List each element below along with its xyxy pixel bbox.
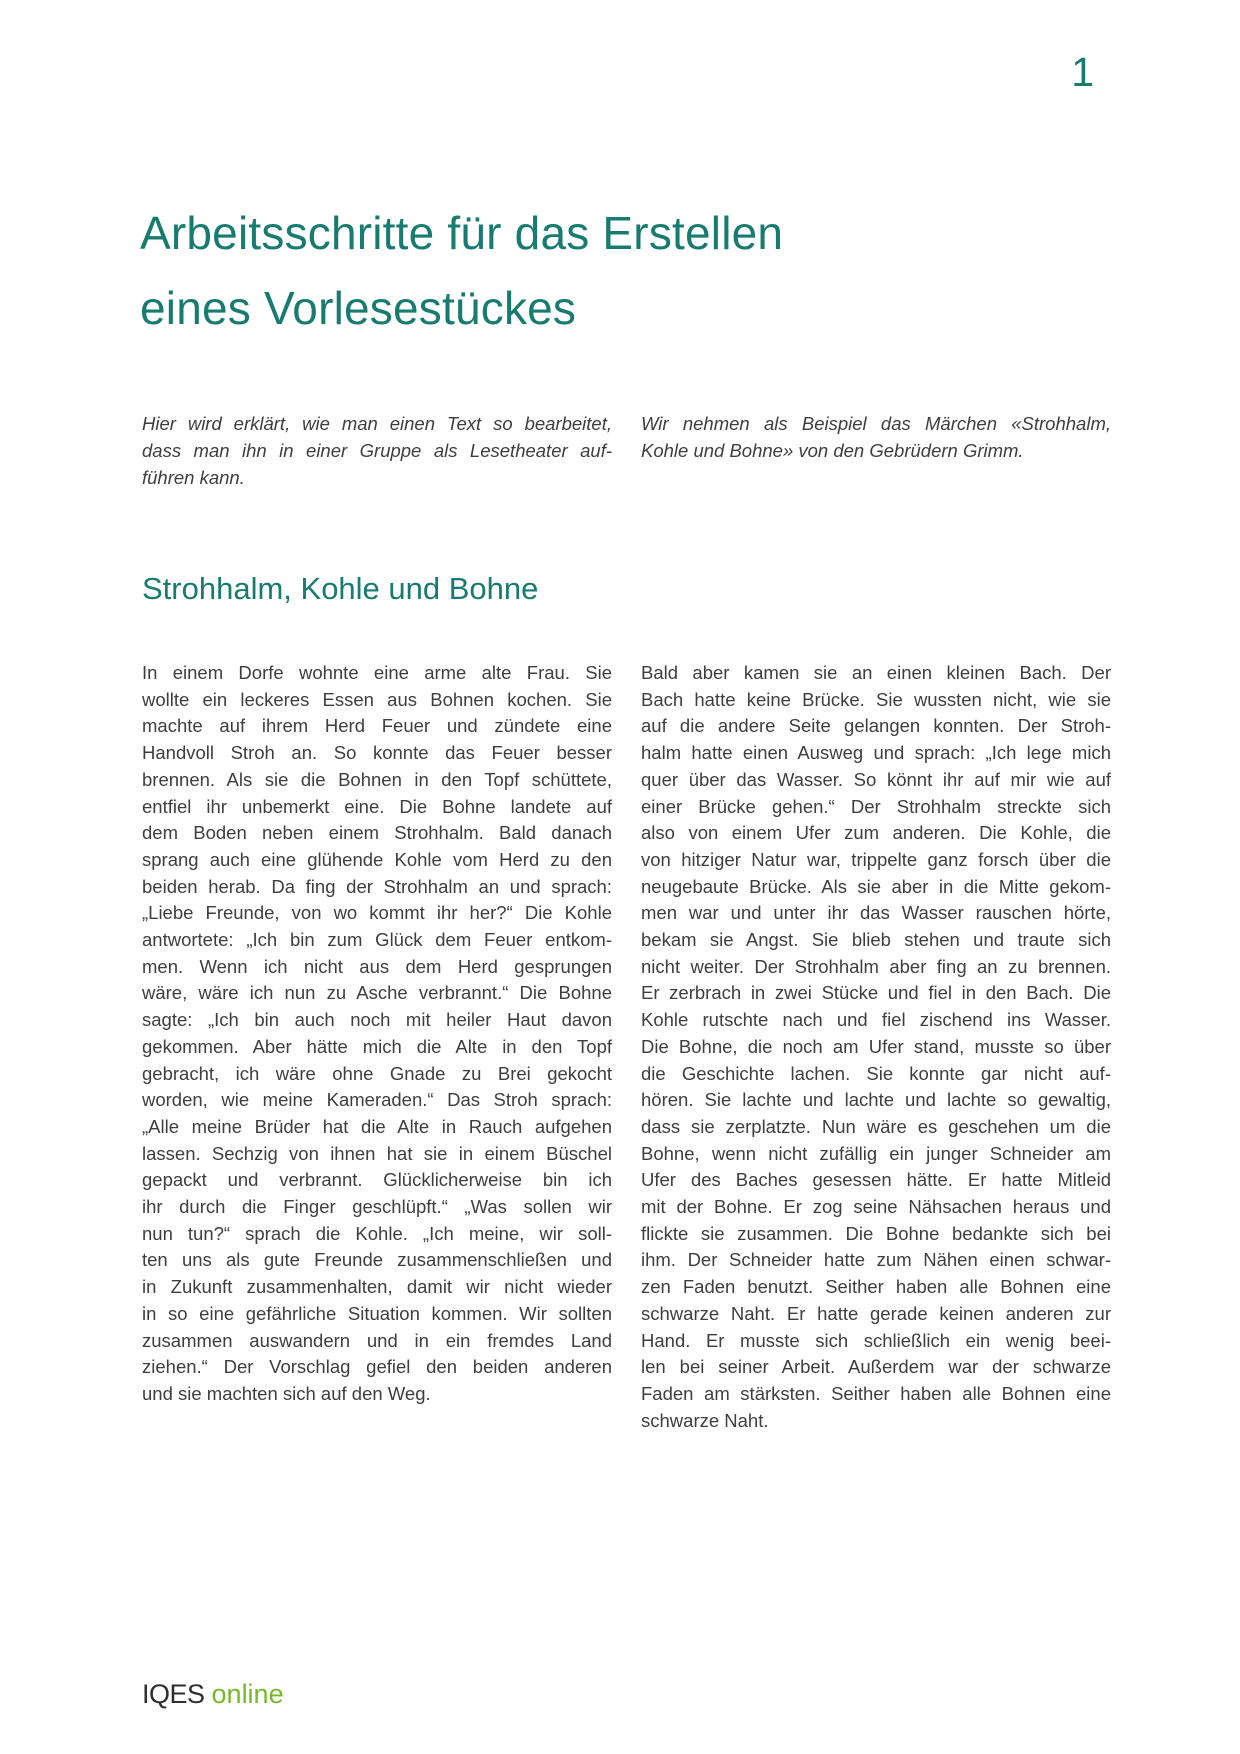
text-line: antwortete: „Ich bin zum Glück dem Feuer entkom- — [142, 929, 612, 951]
text-line: die Geschichte lachen. Sie konnte gar nicht auf- — [641, 1062, 1111, 1084]
text-line: Kohle und Bohne» von den Gebrüdern Grimm. — [641, 440, 1024, 461]
text-line: schwarze Naht. — [641, 1409, 769, 1431]
text-line: flickte sie zusammen. Die Bohne bedankte sich bei — [641, 1222, 1111, 1244]
text-line: brennen. Als sie die Bohnen in den Topf schüttete, — [142, 768, 612, 790]
text-line: quer über das Wasser. So könnt ihr auf mir wie auf — [641, 768, 1111, 790]
text-line: auf die andere Seite gelangen konnten. Der Stroh- — [641, 715, 1111, 737]
text-line: men. Wenn ich nicht aus dem Herd gesprungen — [142, 955, 612, 977]
text-line: Bohne, wenn nicht zufällig ein junger Schneider am — [641, 1142, 1111, 1164]
text-line: machte auf ihrem Herd Feuer und zündete eine — [142, 715, 612, 737]
text-line: hören. Sie lachte und lachte und lachte so gewaltig, — [641, 1089, 1111, 1111]
text-line: ihm. Der Schneider hatte zum Nähen einen schwar- — [641, 1249, 1111, 1271]
text-line: Hier wird erklärt, wie man einen Text so bearbeitet, — [142, 413, 612, 434]
text-line: nun tun?“ sprach die Kohle. „Ich meine, wir soll- — [142, 1222, 612, 1244]
text-line: sprang auch eine glühende Kohle vom Herd zu den — [142, 848, 612, 870]
text-line: mit der Bohne. Er zog seine Nähsachen heraus und — [641, 1196, 1111, 1218]
story-body — [142, 660, 1111, 1434]
text-line: ten uns als gute Freunde zusammenschließen und — [142, 1249, 612, 1271]
text-line: beiden herab. Da fing der Strohhalm an und sprach: — [142, 875, 612, 897]
text-line: gekommen. Aber hätte mich die Alte in den Topf — [142, 1035, 612, 1057]
text-line: einer Brücke gehen.“ Der Strohhalm streckte sich — [641, 795, 1111, 817]
text-line: von hitziger Natur war, trippelte ganz forsch über die — [641, 848, 1111, 870]
text-line: „Liebe Freunde, von wo kommt ihr her?“ Die Kohle — [142, 902, 612, 924]
text-line: Wir nehmen als Beispiel das Märchen «Strohhalm, — [641, 413, 1111, 434]
text-line: Handvoll Stroh an. So konnte das Feuer besser — [142, 742, 612, 764]
text-line: Faden am stärksten. Seither haben alle Bohnen eine — [641, 1382, 1111, 1404]
text-line: und sie machten sich auf den Weg. — [142, 1382, 431, 1404]
text-line: Er zerbrach in zwei Stücke und fiel in den Bach. Die — [641, 982, 1111, 1004]
text-line: men war und unter ihr das Wasser rauschen hörte, — [641, 902, 1111, 924]
text-line: dass man ihn in einer Gruppe als Lesetheater auf- — [142, 440, 612, 461]
text-line: halm hatte einen Ausweg und sprach: „Ich lege mich — [641, 742, 1111, 764]
text-line: Bald aber kamen sie an einen kleinen Bach. Der — [641, 662, 1111, 683]
text-line: wollte ein leckeres Essen aus Bohnen kochen. Sie — [142, 688, 612, 710]
intro-section — [142, 410, 1111, 491]
text-line: gebracht, ich wäre ohne Gnade zu Brei gekocht — [142, 1062, 612, 1084]
text-line: Ufer des Baches gesessen hätte. Er hatte Mitleid — [641, 1169, 1111, 1191]
text-line: In einem Dorfe wohnte eine arme alte Frau. Sie — [142, 662, 612, 683]
text-line: wäre, wäre ich nun zu Asche verbrannt.“ Die Bohne — [142, 982, 612, 1004]
text-line: bekam sie Angst. Sie blieb stehen und traute sich — [641, 929, 1111, 951]
document-title-line-1: Arbeitsschritte für das Erstellen — [140, 207, 784, 259]
text-line: schwarze Naht. Er hatte gerade keinen anderen zur — [641, 1302, 1111, 1324]
text-line: führen kann. — [142, 467, 245, 488]
text-line: in Zukunft zusammenhalten, damit wir nicht wieder — [142, 1276, 612, 1298]
text-line: Die Bohne, die noch am Ufer stand, musste so über — [641, 1035, 1111, 1057]
text-line: Hand. Er musste sich schließlich ein wenig beei- — [641, 1329, 1111, 1351]
text-line: Bach hatte keine Brücke. Sie wussten nicht, wie sie — [641, 688, 1111, 710]
text-line: len bei seiner Arbeit. Außerdem war der schwarze — [641, 1356, 1111, 1378]
text-line: in so eine gefährliche Situation kommen. Wir sollten — [142, 1302, 612, 1324]
text-line: entfiel ihr unbemerkt eine. Die Bohne landete auf — [142, 795, 612, 817]
text-line: dass sie zerplatzte. Nun wäre es geschehen um die — [641, 1115, 1111, 1137]
page-number: 1 — [1071, 49, 1094, 95]
story-heading: Strohhalm, Kohle und Bohne — [142, 571, 539, 606]
text-line: gepackt und verbrannt. Glücklicherweise bin ich — [142, 1169, 612, 1191]
text-line: „Alle meine Brüder hat die Alte in Rauch aufgehen — [142, 1115, 612, 1137]
text-line: zen Faden benutzt. Seither haben alle Bohnen eine — [641, 1276, 1111, 1298]
story-left-column — [142, 660, 612, 1434]
text-line: nicht weiter. Der Strohhalm aber fing an zu brennen. — [641, 955, 1111, 977]
text-line: ihr durch die Finger geschlüpft.“ „Was sollen wir — [142, 1196, 612, 1218]
text-line: ziehen.“ Der Vorschlag gefiel den beiden anderen — [142, 1356, 612, 1378]
text-line: Kohle rutschte nach und fiel zischend ins Wasser. — [641, 1009, 1111, 1031]
document-title — [140, 196, 783, 346]
text-line: zusammen auswandern und in ein fremdes Land — [142, 1329, 612, 1351]
text-line: lassen. Sechzig von ihnen hat sie in einem Büschel — [142, 1142, 612, 1164]
text-line: dem Boden neben einem Strohhalm. Bald danach — [142, 822, 612, 844]
text-line: sagte: „Ich bin auch noch mit heiler Haut davon — [142, 1009, 612, 1031]
text-line: worden, wie meine Kameraden.“ Das Stroh sprach: — [142, 1089, 612, 1111]
document-title-line-2: eines Vorlesestückes — [140, 282, 577, 334]
intro-left-column — [142, 410, 612, 491]
story-right-column — [641, 660, 1111, 1434]
text-line: neugebaute Brücke. Als sie aber in die Mitte gekom- — [641, 875, 1111, 897]
iqes-online-logo — [142, 1681, 284, 1708]
logo-text-iqes: IQES — [142, 1679, 205, 1709]
intro-right-column — [641, 410, 1111, 491]
logo-text-online: online — [211, 1679, 284, 1709]
text-line: also von einem Ufer zum anderen. Die Kohle, die — [641, 822, 1111, 844]
